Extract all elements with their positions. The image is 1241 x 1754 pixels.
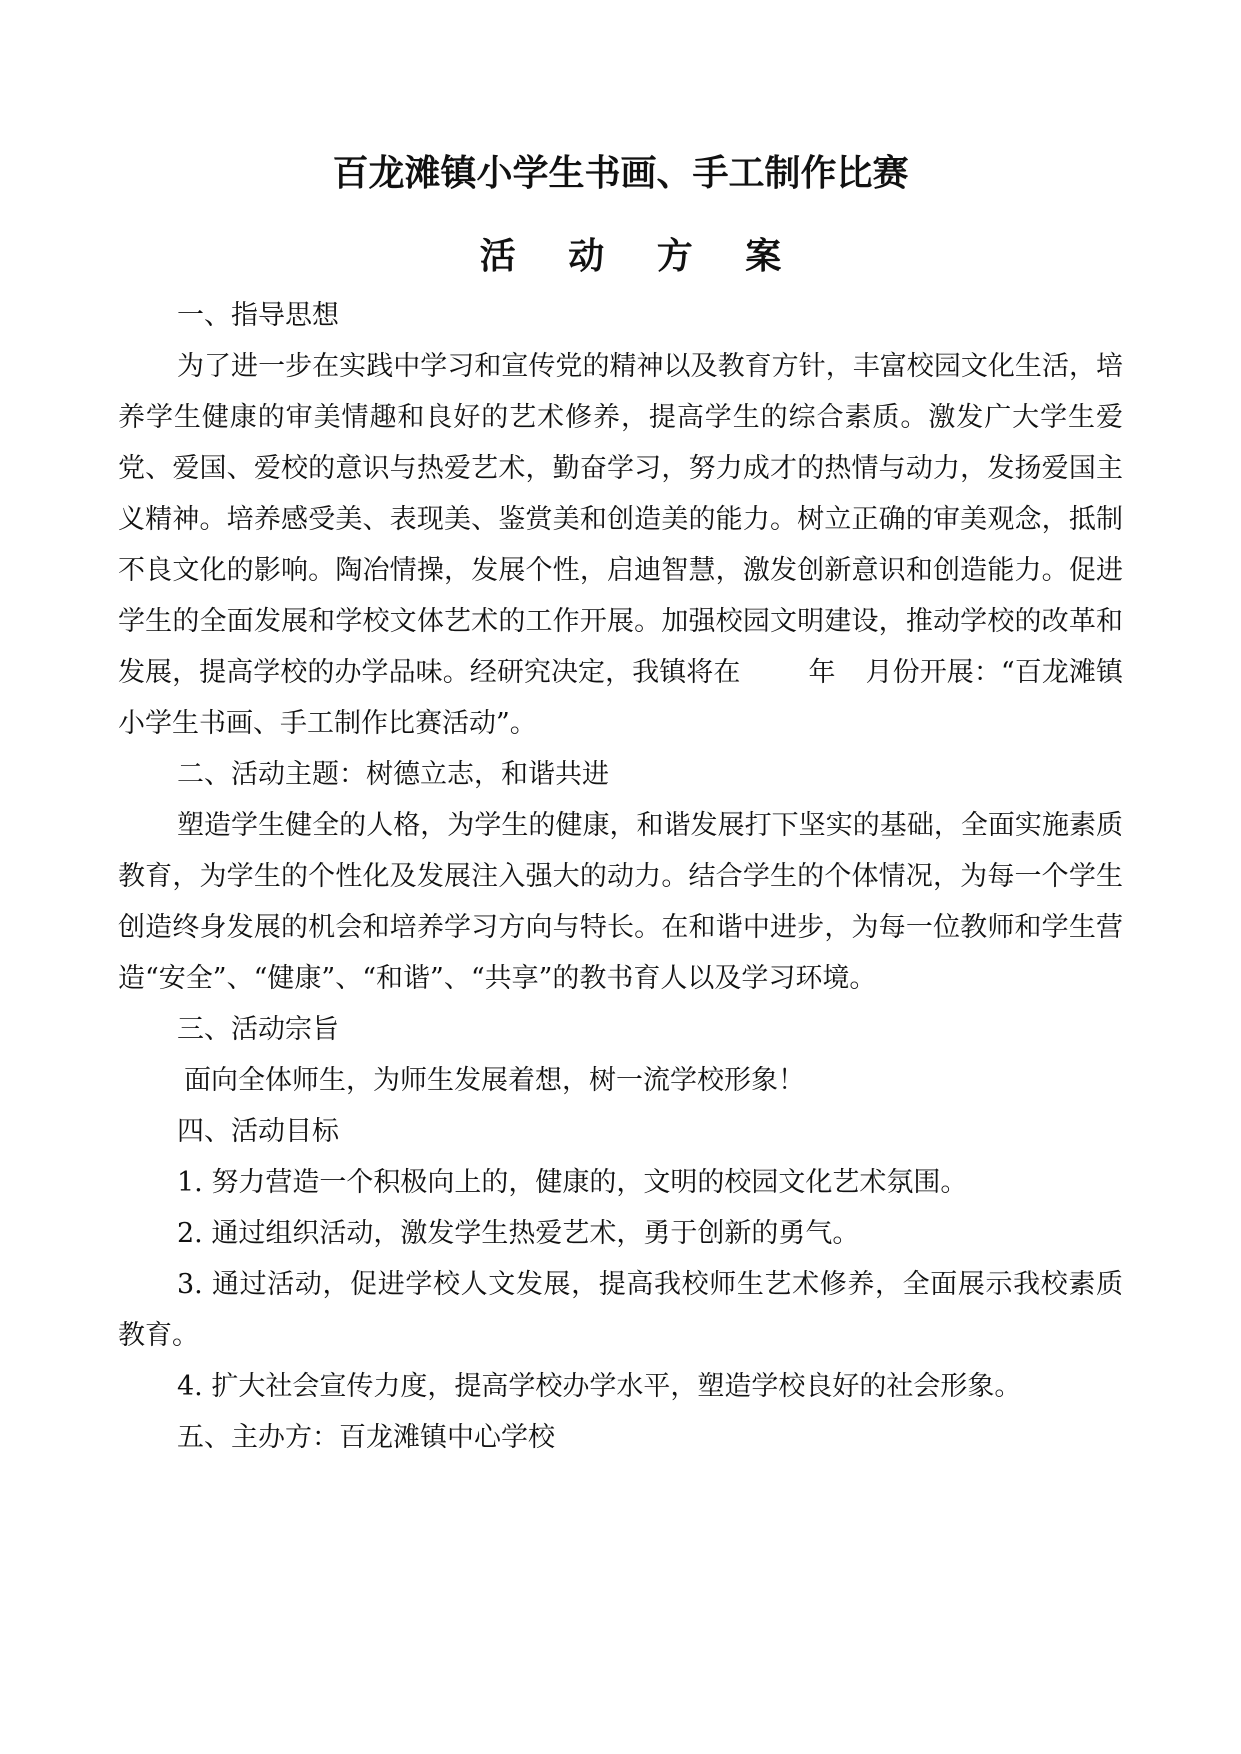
document-subtitle: 活 动 方 案 [479,235,802,277]
goal-item: 4. 扩大社会宣传力度，提高学校办学水平，塑造学校良好的社会形象。 [177,1371,1022,1402]
section-heading-purpose: 三、活动宗旨 [177,1014,339,1045]
document-body [118,290,1123,1463]
goal-item: 3. 通过活动，促进学校人文发展，提高我校师生艺术修养，全面展示我校素质教育。 [118,1269,1123,1351]
section-heading-organizer: 五、主办方：百龙滩镇中心学校 [177,1422,555,1453]
document-title: 百龙滩镇小学生书画、手工制作比赛 [332,152,909,194]
section-paragraph-guiding-ideology [118,341,1123,749]
paragraph-text: 为了进一步在实践中学习和宣传党的精神以及教育方针，丰富校园文化生活，培养学生健康的审美情趣和良好的艺术修养，提高学生的综合素质。激发广大学生爱党、爱国、爱校的意识与热爱艺术，勤奋学习，努力成才的热情与动力，发扬爱国主义精神。培养感受美、表现美、鉴赏美和创造美的能力。树立正确的审美观念，抵制不良文化的影响。陶冶情操，发展个性，启迪智慧，激发创新意识和创造能力。促进学生的全面发展和学校文体艺术的工作开展。加强校园文明建设，推动学校的改革和发展，提高学校的办学品味。经研究决定，我镇将在 [118,351,1123,688]
section-paragraph-theme: 塑造学生健全的人格，为学生的健康，和谐发展打下坚实的基础，全面实施素质教育，为学生的个性化及发展注入强大的动力。结合学生的个体情况，为每一个学生创造终身发展的机会和培养学习方向与特长。在和谐中进步，为每一位教师和学生营造“安全”、“健康”、“和谐”、“共享”的教书育人以及学习环境。 [118,810,1123,994]
section-heading-theme: 二、活动主题：树德立志，和谐共进 [177,759,609,790]
section-paragraph-purpose: 面向全体师生，为师生发展着想，树一流学校形象！ [184,1065,805,1096]
section-heading-guiding-ideology: 一、指导思想 [177,300,339,331]
goal-item: 2. 通过组织活动，激发学生热爱艺术，勇于创新的勇气。 [177,1218,860,1249]
year-label: 年 [808,657,836,688]
month-text: 月份开展：“百龙滩镇小学生书画、手工制作比赛活动”。 [118,657,1123,739]
goal-item: 1. 努力营造一个积极向上的，健康的，文明的校园文化艺术氛围。 [177,1167,968,1198]
section-heading-goals: 四、活动目标 [177,1116,339,1147]
